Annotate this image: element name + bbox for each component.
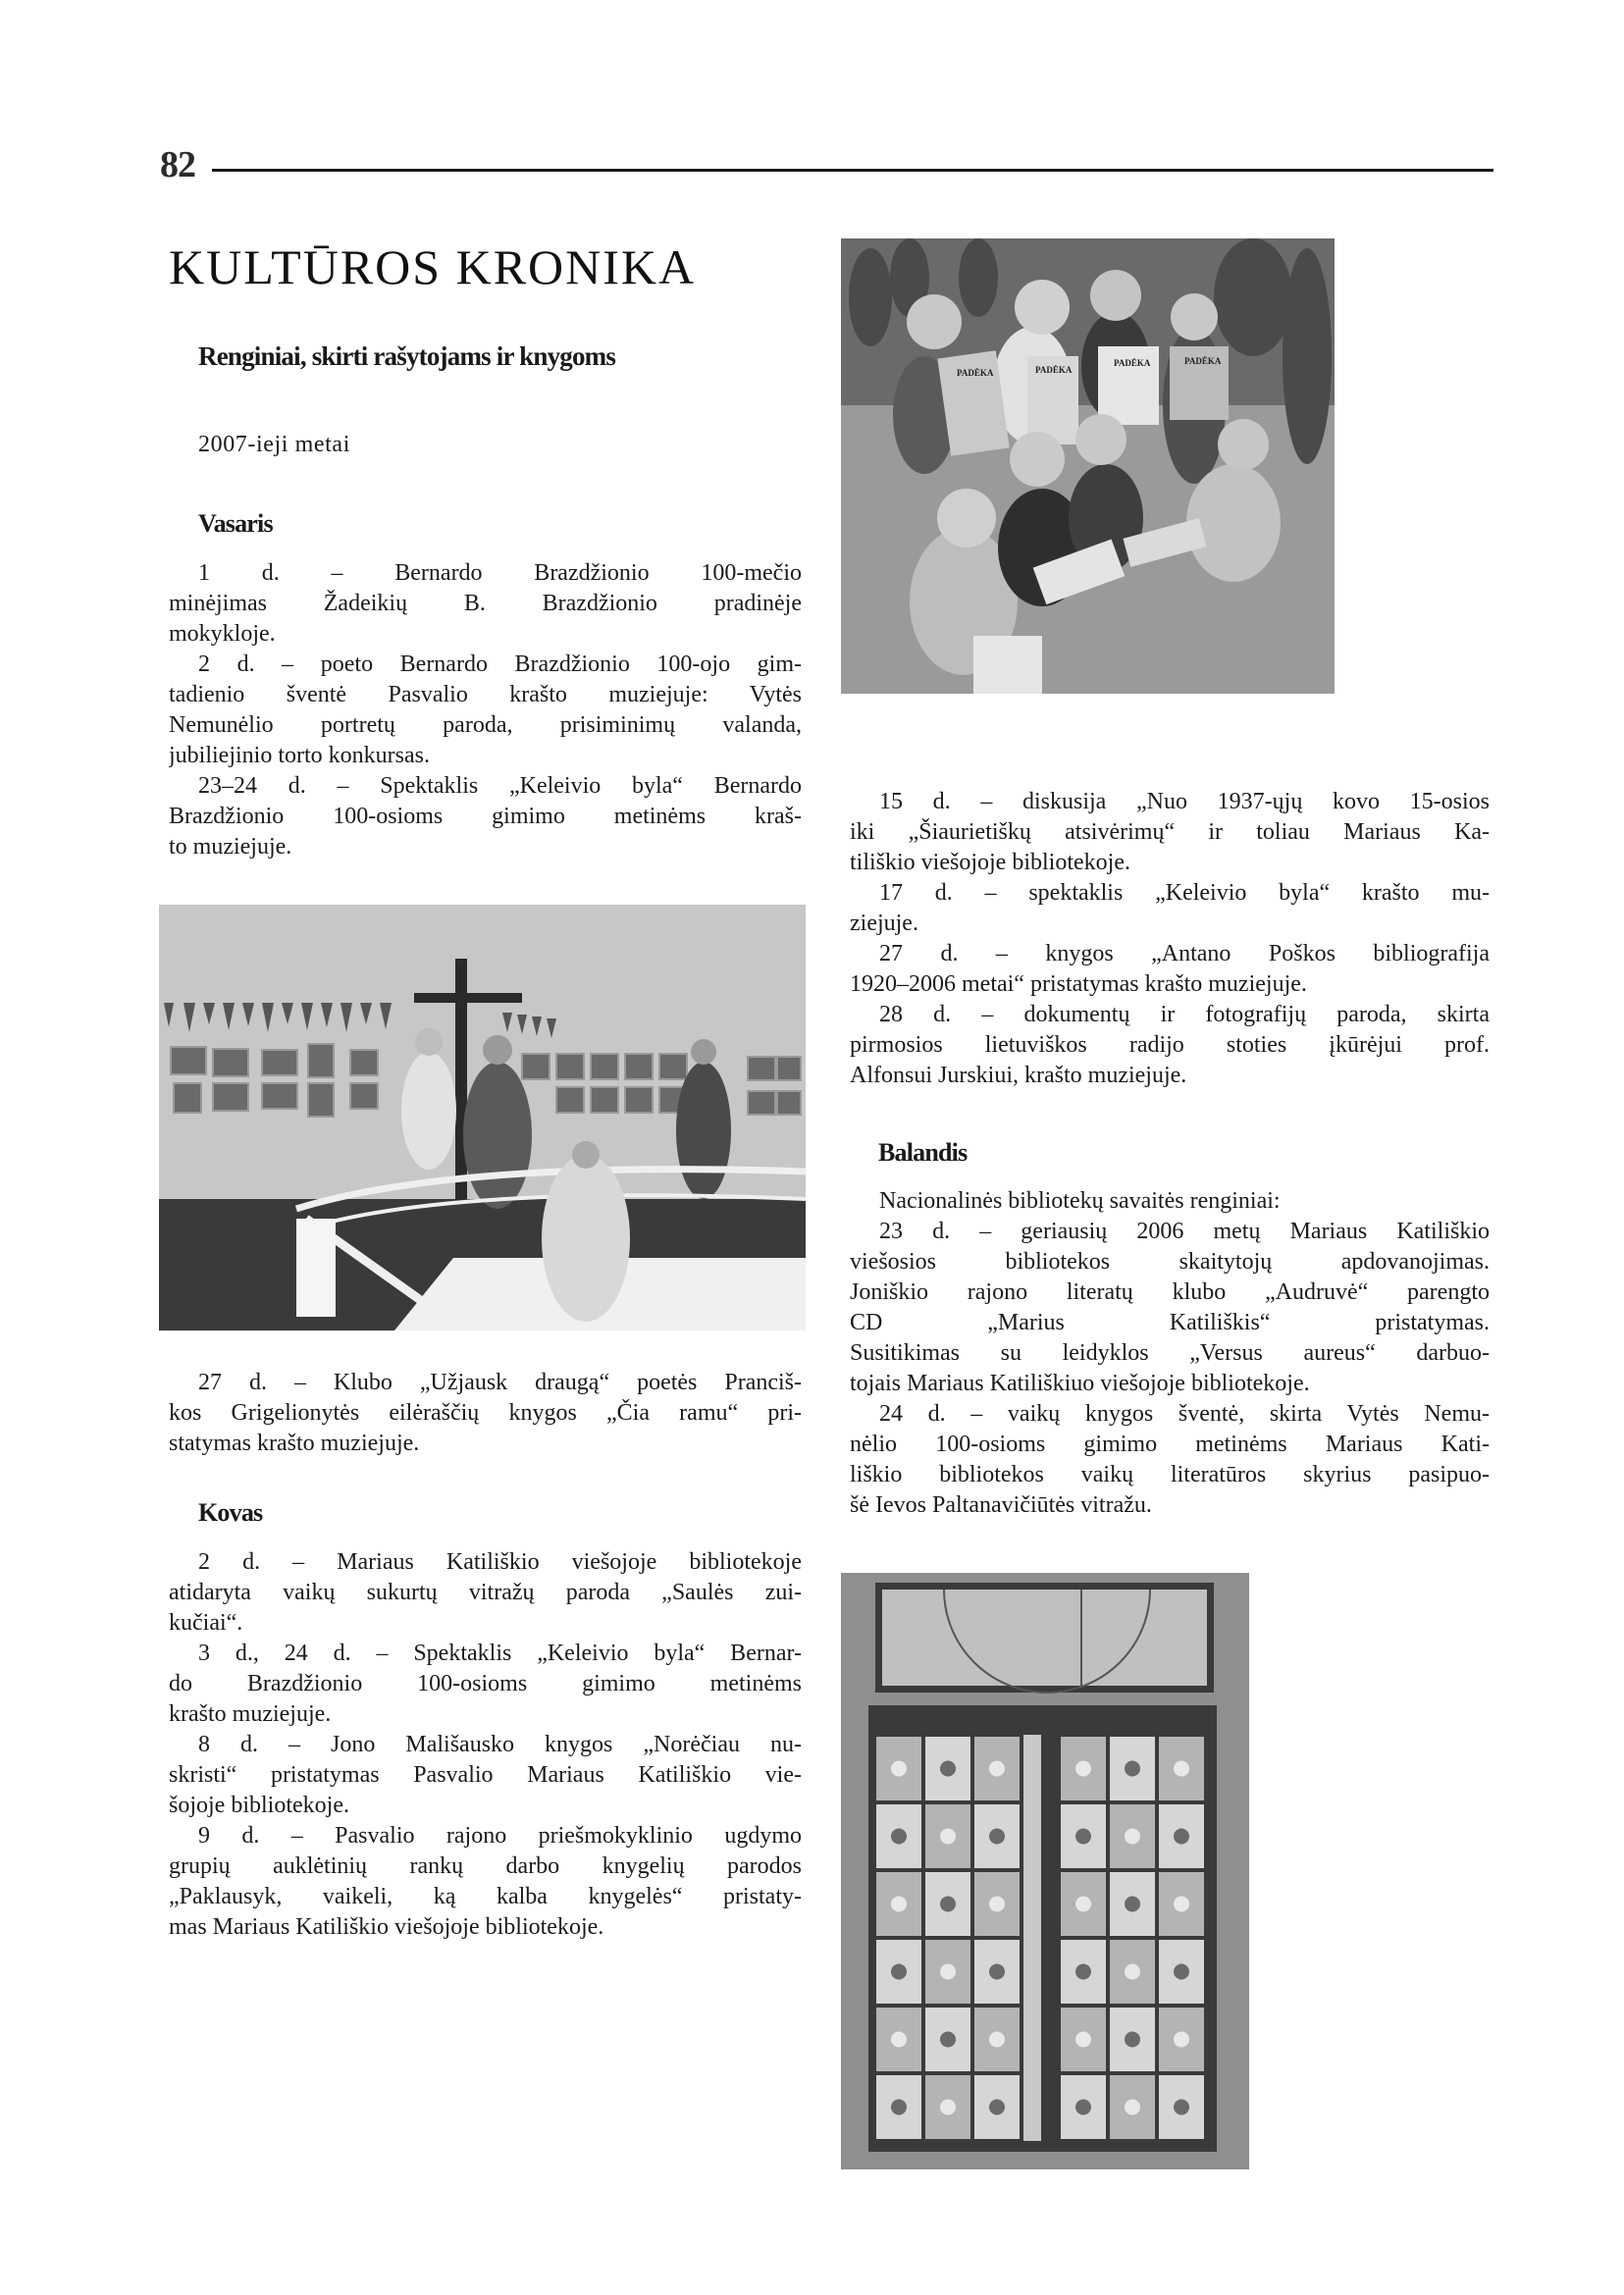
entry-paragraph bbox=[850, 787, 1490, 878]
text-line: 24 d. – vaikų knygos šventė, skirta Vytės Nemu- bbox=[879, 1401, 1490, 1427]
glass-motif bbox=[940, 1761, 956, 1777]
glass-motif bbox=[1174, 1761, 1189, 1777]
padeka-sign-1: PADĖKA bbox=[957, 368, 994, 378]
text-line: 9 d. – Pasvalio rajono priešmokyklinio ugdymo bbox=[198, 1823, 802, 1849]
text-line: iki „Šiaurietiškų atsivėrimų“ ir toliau Mariaus Ka- bbox=[850, 819, 1490, 845]
text-line: šė Ievos Paltanavičiūtės vitražu. bbox=[850, 1492, 1152, 1518]
text-line: to muziejuje. bbox=[169, 834, 292, 860]
text-line: Alfonsui Jurskiui, krašto muziejuje. bbox=[850, 1063, 1187, 1088]
padeka-sign-2: PADĖKA bbox=[1035, 365, 1073, 375]
glass-motif bbox=[1174, 1964, 1189, 1980]
glass-motif bbox=[1174, 2032, 1189, 2048]
text-line: grupių auklėtinių rankų darbo knygelių parodos bbox=[169, 1853, 802, 1879]
glass-center-strip bbox=[1023, 1735, 1041, 2141]
glass-motif bbox=[1125, 1964, 1140, 1980]
text-line: šojoje bibliotekoje. bbox=[169, 1793, 349, 1818]
text-line: „Paklausyk, vaikeli, ką kalba knygelės“ pristaty- bbox=[169, 1884, 802, 1909]
glass-motif bbox=[1125, 2100, 1140, 2115]
photo-stained-glass bbox=[841, 1573, 1249, 2169]
entry-paragraph bbox=[169, 1547, 802, 1639]
text-line: 1920–2006 metai“ pristatymas krašto muziejuje. bbox=[850, 971, 1307, 997]
text-line: skristi“ pristatymas Pasvalio Mariaus Katiliškio vie- bbox=[169, 1762, 802, 1788]
text-line: kos Grigelionytės eilėraščių knygos „Čia ramu“ pri- bbox=[169, 1400, 802, 1426]
glass-motif bbox=[989, 2100, 1005, 2115]
glass-motif bbox=[891, 1829, 907, 1845]
kovas-entries bbox=[169, 1547, 802, 1943]
text-line: 28 d. – dokumentų ir fotografijų paroda, skirta bbox=[879, 1002, 1490, 1027]
glass-motif bbox=[989, 1964, 1005, 1980]
glass-motif bbox=[891, 2100, 907, 2115]
glass-motif bbox=[989, 2032, 1005, 2048]
text-line: nėlio 100-osioms gimimo metinėms Mariaus Kati- bbox=[850, 1432, 1490, 1457]
glass-motif bbox=[940, 2100, 956, 2115]
vasaris-after-photo-entries bbox=[169, 1368, 802, 1459]
text-line: liškio bibliotekos vaikų literatūros skyrius pasipuo- bbox=[850, 1462, 1490, 1487]
glass-motif bbox=[1075, 2032, 1091, 2048]
entry-paragraph bbox=[169, 1639, 802, 1730]
glass-motif bbox=[1075, 1829, 1091, 1845]
glass-motif bbox=[989, 1897, 1005, 1912]
glass-motif bbox=[940, 2032, 956, 2048]
glass-motif bbox=[891, 1964, 907, 1980]
entry-paragraph bbox=[850, 939, 1490, 1000]
stained-glass-graphic bbox=[841, 1573, 1249, 2169]
text-line: CD „Marius Katiliškis“ pristatymas. bbox=[850, 1310, 1490, 1335]
theater-photo-graphic bbox=[159, 905, 806, 1330]
text-line: 1 d. – Bernardo Brazdžionio 100-mečio bbox=[198, 560, 802, 586]
children-photo-graphic bbox=[841, 238, 1335, 694]
text-line: statymas krašto muziejuje. bbox=[169, 1431, 420, 1456]
glass-motif bbox=[1174, 1897, 1189, 1912]
glass-motif bbox=[1174, 2100, 1189, 2115]
glass-motif bbox=[1075, 1964, 1091, 1980]
entry-paragraph bbox=[169, 771, 802, 862]
text-line: Brazdžionio 100-osioms gimimo metinėms kraš- bbox=[169, 804, 802, 829]
entry-paragraph bbox=[169, 1821, 802, 1943]
balandis-entries bbox=[850, 1186, 1490, 1521]
glass-motif bbox=[940, 1897, 956, 1912]
text-line: 23–24 d. – Spektaklis „Keleivio byla“ Bernardo bbox=[198, 773, 802, 799]
glass-motif bbox=[1125, 1897, 1140, 1912]
text-line: Nacionalinės bibliotekų savaitės renginiai: bbox=[879, 1188, 1281, 1214]
glass-motif bbox=[891, 1897, 907, 1912]
text-line: 3 d., 24 d. – Spektaklis „Keleivio byla“ Bernar- bbox=[198, 1641, 802, 1666]
text-line: tiliškio viešojoje bibliotekoje. bbox=[850, 850, 1130, 875]
text-line: 15 d. – diskusija „Nuo 1937-ųjų kovo 15-osios bbox=[879, 789, 1490, 814]
entry-paragraph bbox=[169, 650, 802, 771]
glass-motif bbox=[1125, 1829, 1140, 1845]
text-line: 8 d. – Jono Mališausko knygos „Norėčiau nu- bbox=[198, 1732, 802, 1757]
month-heading-kovas: Kovas bbox=[198, 1498, 263, 1527]
entry-paragraph bbox=[850, 1217, 1490, 1399]
year-heading: 2007-ieji metai bbox=[198, 432, 350, 457]
text-line: 2 d. – poeto Bernardo Brazdžionio 100-ojo gim- bbox=[198, 652, 802, 677]
text-line: pirmosios lietuviškos radijo stoties įkūrėjui prof. bbox=[850, 1032, 1490, 1058]
entry-paragraph bbox=[850, 1186, 1490, 1217]
glass-motif bbox=[891, 1761, 907, 1777]
glass-motif bbox=[1075, 2100, 1091, 2115]
header-rule bbox=[212, 169, 1493, 172]
text-line: mokykloje. bbox=[169, 621, 276, 647]
text-line: tojais Mariaus Katiliškiuo viešojoje bibliotekoje. bbox=[850, 1371, 1310, 1396]
text-line: viešosios bibliotekos skaitytojų apdovanojimas. bbox=[850, 1249, 1490, 1275]
text-line: 23 d. – geriausių 2006 metų Mariaus Katiliškio bbox=[879, 1219, 1490, 1244]
text-line: Susitikimas su leidyklos „Versus aureus“ darbuo- bbox=[850, 1340, 1490, 1366]
month-heading-balandis: Balandis bbox=[878, 1138, 968, 1167]
text-line: tadienio šventė Pasvalio krašto muziejuje: Vytės bbox=[169, 682, 802, 707]
glass-motif bbox=[1174, 1829, 1189, 1845]
text-line: 2 d. – Mariaus Katiliškio viešojoje bibliotekoje bbox=[198, 1549, 802, 1575]
text-line: 27 d. – knygos „Antano Poškos bibliografija bbox=[879, 941, 1490, 966]
text-line: 17 d. – spektaklis „Keleivio byla“ krašto mu- bbox=[879, 880, 1490, 906]
entry-paragraph bbox=[169, 1368, 802, 1459]
entry-paragraph bbox=[169, 558, 802, 650]
text-line: do Brazdžionio 100-osioms gimimo metinėms bbox=[169, 1671, 802, 1696]
glass-motif bbox=[1125, 2032, 1140, 2048]
glass-motif bbox=[891, 2032, 907, 2048]
glass-motif bbox=[1125, 1761, 1140, 1777]
text-line: mas Mariaus Katiliškio viešojoje bibliotekoje. bbox=[169, 1914, 604, 1940]
entry-paragraph bbox=[850, 878, 1490, 939]
padeka-sign-3: PADĖKA bbox=[1114, 358, 1151, 368]
glass-motif bbox=[1075, 1761, 1091, 1777]
text-line: krašto muziejuje. bbox=[169, 1701, 332, 1727]
text-line: minėjimas Žadeikių B. Brazdžionio pradinėje bbox=[169, 591, 802, 616]
section-title: KULTŪROS KRONIKA bbox=[169, 239, 697, 294]
text-line: ziejuje. bbox=[850, 911, 918, 936]
kovas-continued-entries bbox=[850, 787, 1490, 1091]
entry-paragraph bbox=[850, 1399, 1490, 1521]
padeka-sign-4: PADĖKA bbox=[1184, 356, 1222, 366]
photo-children bbox=[841, 238, 1335, 694]
glass-motif bbox=[940, 1829, 956, 1845]
text-line: kučiai“. bbox=[169, 1610, 243, 1636]
entry-paragraph bbox=[850, 1000, 1490, 1091]
glass-motif bbox=[940, 1964, 956, 1980]
text-line: atidaryta vaikų sukurtų vitražų paroda „Saulės zui- bbox=[169, 1580, 802, 1605]
vasaris-entries bbox=[169, 558, 802, 862]
month-heading-vasaris: Vasaris bbox=[198, 509, 273, 538]
glass-motif bbox=[989, 1829, 1005, 1845]
text-line: 27 d. – Klubo „Užjausk draugą“ poetės Pranciš- bbox=[198, 1370, 802, 1395]
entry-paragraph bbox=[169, 1730, 802, 1821]
text-line: Nemunėlio portretų paroda, prisiminimų valanda, bbox=[169, 712, 802, 738]
text-line: jubiliejinio torto konkursas. bbox=[169, 743, 430, 768]
page-number: 82 bbox=[160, 144, 195, 185]
article-subtitle: Renginiai, skirti rašytojams ir knygoms bbox=[198, 341, 616, 371]
text-line: Joniškio rajono literatų klubo „Audruvė“ parengto bbox=[850, 1279, 1490, 1305]
photo-theater bbox=[159, 905, 806, 1330]
glass-motif bbox=[1075, 1897, 1091, 1912]
glass-motif bbox=[989, 1761, 1005, 1777]
